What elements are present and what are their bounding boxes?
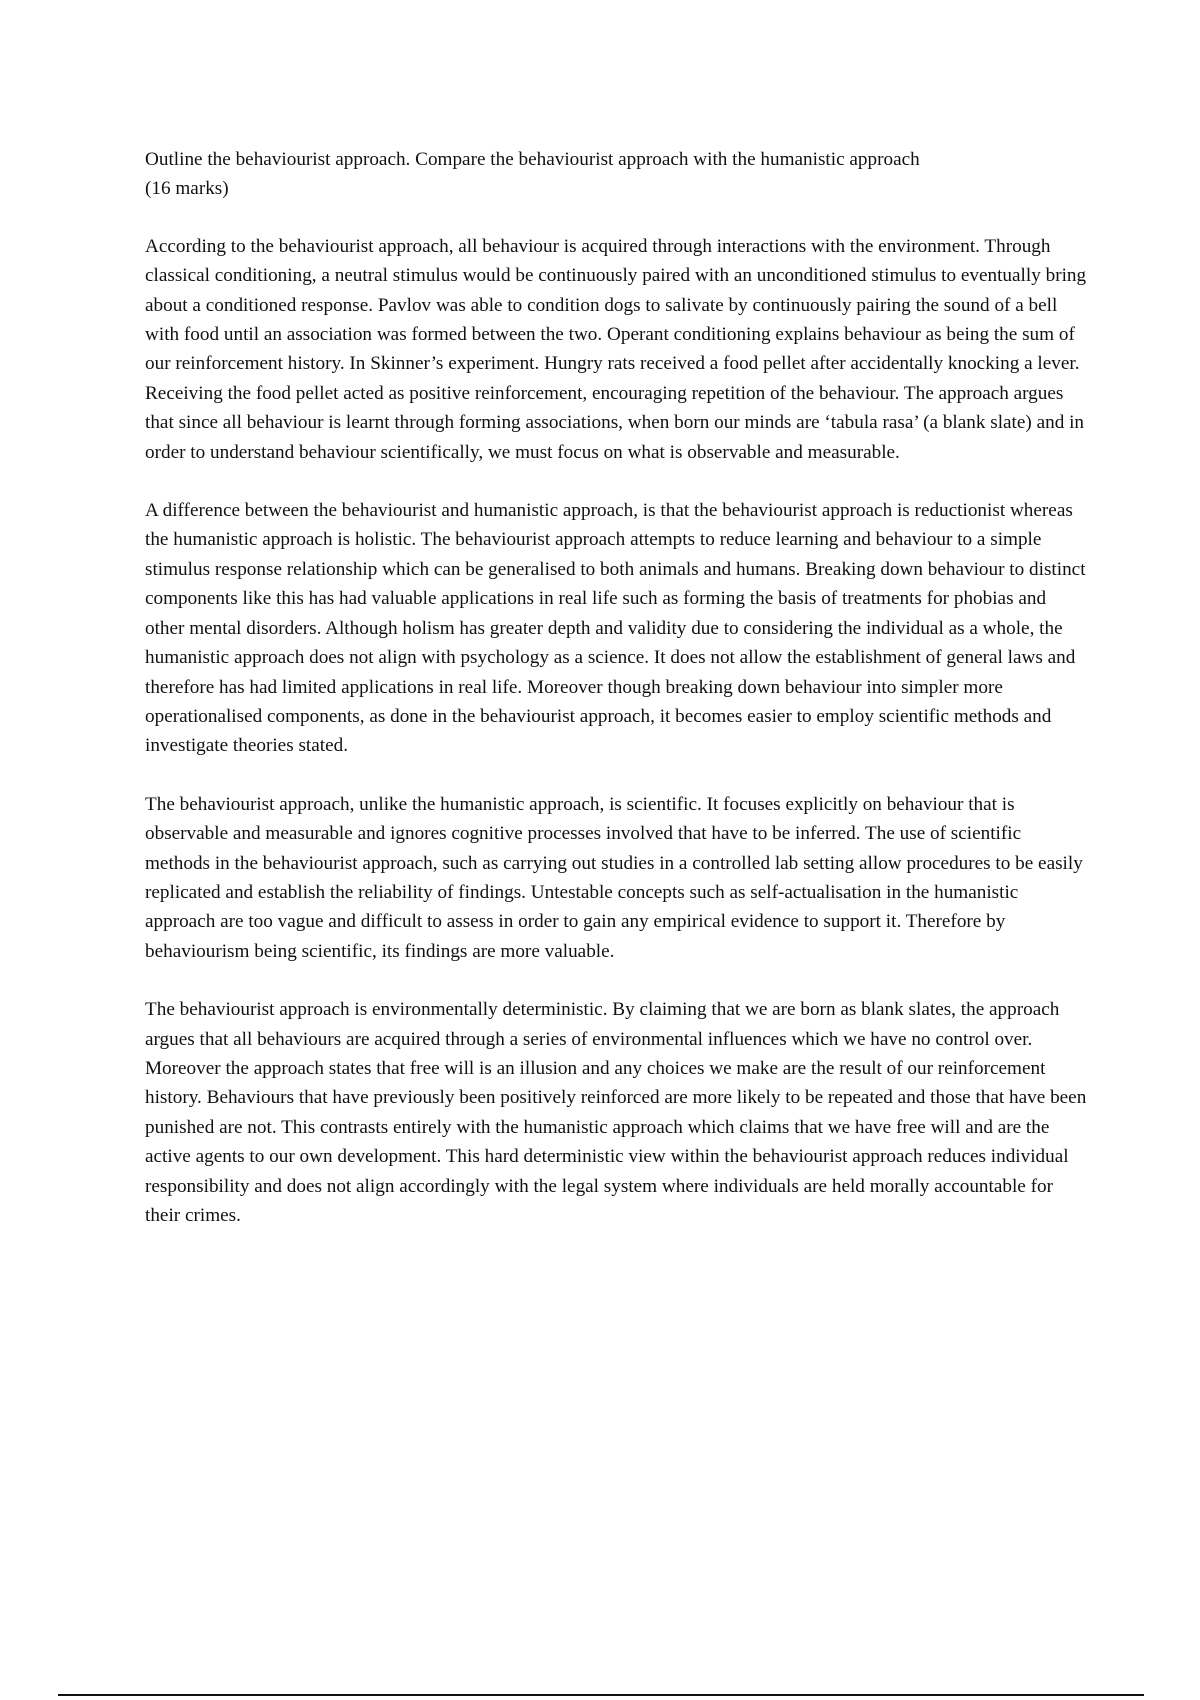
paragraph-behaviourist-outline: According to the behaviourist approach, all behaviour is acquired through interactions with the environment. Through classical conditioning, a neutral stimulus would be continuously paired with an unconditioned stimulus to eventually bring about a conditioned response. Pavlov was able to condition dogs to salivate by continuously pairing the sound of a bell with food until an association was formed between the two. Operant conditioning explains behaviour as being the sum of our reinforcement history. In Skinner’s experiment. Hungry rats received a food pellet after accidentally knocking a lever. Receiving the food pellet acted as positive reinforcement, encouraging repetition of the behaviour. The approach argues that since all behaviour is learnt through forming associations, when born our minds are ‘tabula rasa’ (a blank slate) and in order to understand behaviour scientifically, we must focus on what is observable and measurable. bbox=[145, 235, 1087, 463]
paragraph-determinism: The behaviourist approach is environmentally deterministic. By claiming that we are born as blank slates, the approach argues that all behaviours are acquired through a series of environmental influences which we have no control over. Moreover the approach states that free will is an illusion and any choices we make are the result of our reinforcement history. Behaviours that have previously been positively reinforced are more likely to be repeated and those that have been punished are not. This contrasts entirely with the humanistic approach which claims that we have free will and are the active agents to our own development. This hard deterministic view within the behaviourist approach reduces individual responsibility and does not align accordingly with the legal system where individuals are held morally accountable for their crimes. bbox=[145, 999, 1087, 1226]
paragraph-reductionism-holism: A difference between the behaviourist and humanistic approach, is that the behaviourist approach is reductionist whereas the humanistic approach is holistic. The behaviourist approach attempts to reduce learning and behaviour to a simple stimulus response relationship which can be generalised to both animals and humans. Breaking down behaviour to distinct components like this has had valuable applications in real life such as forming the basis of treatments for phobias and other mental disorders. Although holism has greater depth and validity due to considering the individual as a whole, the humanistic approach does not align with psychology as a science. It does not allow the establishment of general laws and therefore has had limited applications in real life. Moreover though breaking down behaviour into simpler more operationalised components, as done in the behaviourist approach, it becomes easier to employ scientific methods and investigate theories stated. bbox=[145, 500, 1086, 757]
essay-question-line-1: Outline the behaviourist approach. Compare the behaviourist approach with the humanistic approach bbox=[145, 149, 920, 170]
essay-body bbox=[145, 145, 1090, 1259]
essay-question bbox=[145, 145, 1090, 204]
bottom-divider-line bbox=[58, 1694, 1144, 1696]
paragraph-scientific-approach: The behaviourist approach, unlike the humanistic approach, is scientific. It focuses explicitly on behaviour that is observable and measurable and ignores cognitive processes involved that have to be inferred. The use of scientific methods in the behaviourist approach, such as carrying out studies in a controlled lab setting allow procedures to be easily replicated and establish the reliability of findings. Untestable concepts such as self-actualisation in the humanistic approach are too vague and difficult to assess in order to gain any empirical evidence to support it. Therefore by behaviourism being scientific, its findings are more valuable. bbox=[145, 793, 1083, 962]
essay-question-line-2: (16 marks) bbox=[145, 178, 229, 200]
